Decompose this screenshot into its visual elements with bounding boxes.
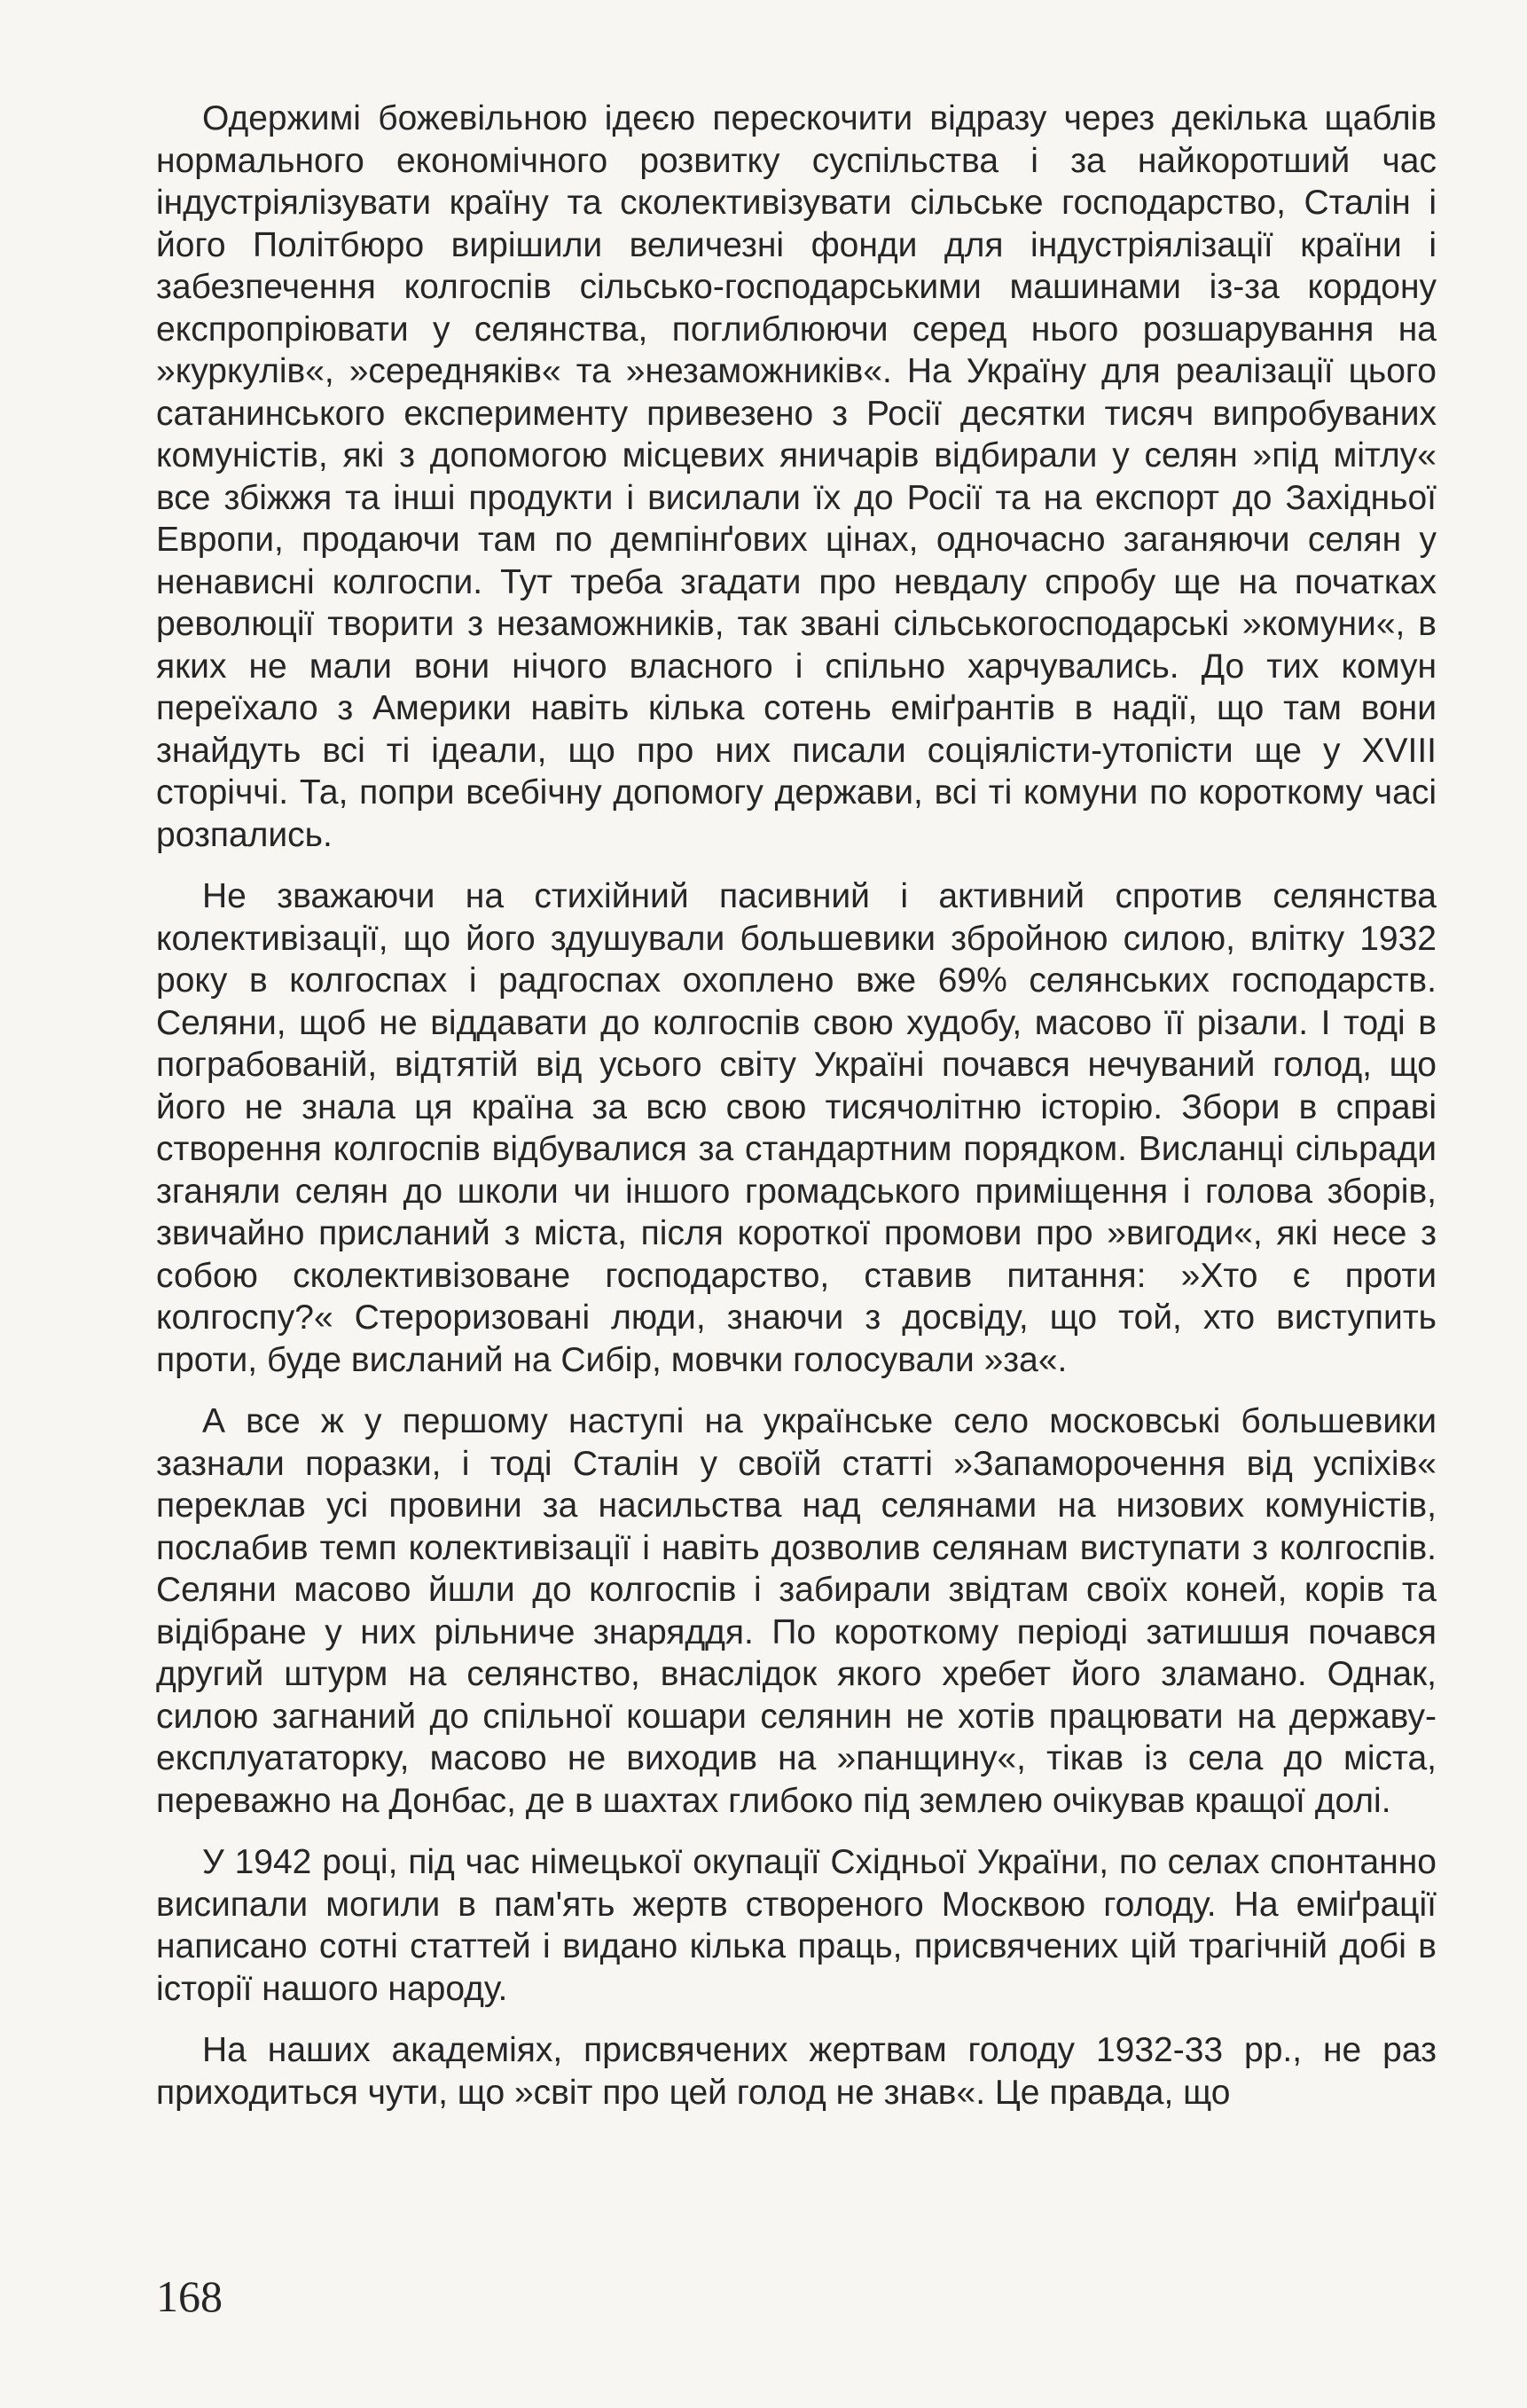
body-text — [156, 98, 1437, 2133]
paragraph-2: Не зважаючи на стихійний пасивний і активний спротив селянства колективізації, що його здушували большевики збройною силою, влітку 1932 року в колгоспах і радгоспах охоплено вже 69% селянських господарств. Селяни, щоб не віддавати до колгоспів свою худобу, масово її різали. І тоді в пограбованій, відтятій від усього світу Україні почався нечуваний голод, що його не знала ця країна за всю свою тисячолітню історію. Збори в справі створення колгоспів відбувалися за стандартним порядком. Висланці сільради зганяли селян до школи чи іншого громадського приміщення і голова зборів, звичайно присланий з міста, після короткої промови про »вигоди«, які несе з собою сколективізоване господарство, ставив питання: »Хто є проти колгоспу?« Стероризовані люди, знаючи з досвіду, що той, хто виступить проти, буде висланий на Сибір, мовчки голосували »за«. — [156, 877, 1437, 1379]
paragraph-3: А все ж у першому наступі на українське село московські большевики зазнали поразки, і тоді Сталін у своїй статті »Запаморочення від успіхів« переклав усі провини за насильства над селянами на низових комуністів, послабив темп колективізації і навіть дозволив селянам виступати з колгоспів. Селяни масово йшли до колгоспів і забирали звідтам своїх коней, корів та відібране у них рільниче знаряддя. По короткому періоді затишшя почався другий штурм на селянство, внаслідок якого хребет його зламано. Однак, силою загнаний до спільної кошари селянин не хотів працювати на державу-експлуататорку, масово не виходив на »панщину«, тікав із села до міста, переважно на Донбас, де в шахтах глибоко під землею очікував кращої долі. — [156, 1402, 1437, 1820]
page-number: 168 — [156, 2271, 223, 2321]
paragraph-5: На наших академіях, присвячених жертвам голоду 1932-33 рр., не раз приходиться чути, що »світ про цей голод не знав«. Це правда, що — [156, 2031, 1437, 2112]
paragraph-4: У 1942 році, під час німецької окупації Східньої України, по селах спонтанно висипали могили в пам'ять жертв створеного Москвою голоду. На еміґрації написано сотні статтей і видано кілька праць, присвячених цій трагічній добі в історії нашого народу. — [156, 1843, 1437, 2008]
paragraph-1: Одержимі божевільною ідеєю перескочити відразу через декілька щаблів нормального економічного розвитку суспільства і за найкоротший час індустріялізувати країну та сколективізувати сільське господарство, Сталін і його Політбюро вирішили величезні фонди для індустріялізації країни і забезпечення колгоспів сільсько-господарськими машинами із-за кордону експропріювати у селянства, поглиблюючи серед нього розшарування на »куркулів«, »середняків« та »незаможників«. На Україну для реалізації цього сатанинського експерименту привезено з Росії десятки тисяч випробуваних комуністів, які з допомогою місцевих яничарів відбирали у селян »під мітлу« все збіжжя та інші продукти і висилали їх до Росії та на експорт до Західньої Европи, продаючи там по демпінґових цінах, одночасно заганяючи селян у ненависні колгоспи. Тут треба згадати про невдалу спробу ще на початках революції творити з незаможників, так звані сільськогосподарські »комуни«, в яких не мали вони нічого власного і спільно харчувались. До тих комун переїхало з Америки навіть кілька сотень еміґрантів в надії, що там вони знайдуть всі ті ідеали, що про них писали соціялісти-утопісти ще у XVIII сторіччі. Та, попри всебічну допомогу держави, всі ті комуни по короткому часі розпались. — [156, 99, 1437, 854]
